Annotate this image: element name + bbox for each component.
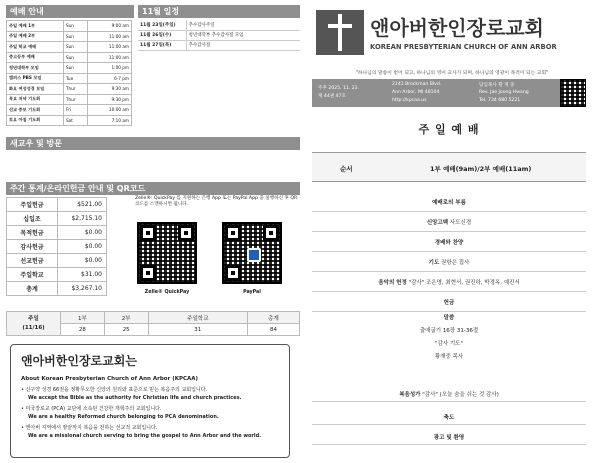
announcements-row bbox=[312, 429, 586, 445]
about-subtitle: About Korean Presbyterian Church of Ann Arbor (KPCAA) bbox=[21, 376, 199, 382]
attendance-table bbox=[6, 311, 300, 336]
worship-time: 9:00 am bbox=[88, 21, 132, 32]
offering-row bbox=[7, 240, 107, 254]
website-link[interactable]: http://kpcaa.us bbox=[392, 98, 427, 103]
paypal-qr-label: PayPal bbox=[243, 290, 261, 295]
worship-name: 주일 예배 1부 bbox=[7, 21, 64, 32]
offering-name: 목적헌금 bbox=[7, 226, 58, 240]
events-header bbox=[138, 5, 300, 18]
attendance-header: 주일학교 bbox=[148, 312, 247, 324]
worship-schedule-row bbox=[7, 21, 132, 32]
worship-schedule-row bbox=[7, 94, 132, 105]
service-item bbox=[312, 212, 586, 232]
worship-schedule-row bbox=[7, 42, 132, 53]
service-item bbox=[312, 252, 586, 272]
worship-time: 9:30 pm bbox=[88, 94, 132, 105]
offering-name: 주일헌금 bbox=[7, 198, 58, 212]
about-item-ko: • 미국장로교 (PCA) 교단에 소속된 건강한 개혁주의 교회입니다. bbox=[21, 406, 162, 412]
events-title: 11월 일정 bbox=[142, 7, 180, 16]
attendance-value: 25 bbox=[104, 324, 148, 336]
offering-value: $0.00 bbox=[58, 254, 107, 268]
closing-hymn-row bbox=[312, 386, 586, 402]
event-date: 11월 26일(수) bbox=[138, 30, 186, 40]
worship-day: Sun bbox=[64, 52, 88, 63]
worship-time: 9:30 am bbox=[88, 84, 132, 95]
service-item bbox=[312, 232, 586, 252]
about-box bbox=[10, 344, 290, 458]
worship-day: Sun bbox=[64, 21, 88, 32]
church-logo-icon bbox=[316, 10, 364, 55]
offering-value: $3,267.10 bbox=[58, 282, 107, 296]
newcomers-header bbox=[6, 137, 300, 150]
attendance-value: 28 bbox=[61, 324, 105, 336]
attendance-header: 2부 bbox=[104, 312, 148, 324]
service-item-label: 음악의 헌정 bbox=[378, 279, 407, 286]
worship-schedule-header bbox=[6, 5, 134, 18]
event-desc: 추수감사주일 bbox=[186, 20, 300, 30]
worship-schedule-row bbox=[7, 63, 132, 74]
about-item-en: We accept the Bible as the authority for Christian life and church practices. bbox=[28, 395, 242, 401]
offering-value: $2,715.10 bbox=[58, 212, 107, 226]
worship-day: Sun bbox=[64, 63, 88, 74]
service-item-label: 신앙고백 bbox=[426, 219, 449, 226]
event-date: 11월 23일(주일) bbox=[138, 20, 186, 30]
paypal-logo-icon bbox=[247, 248, 261, 262]
offering-row bbox=[7, 212, 107, 226]
offering-table bbox=[6, 197, 107, 296]
offering-row bbox=[7, 226, 107, 240]
paypal-qr-code[interactable] bbox=[222, 222, 282, 284]
worship-time: 6-7 pm bbox=[88, 73, 132, 84]
worship-time: 11:00 am bbox=[88, 52, 132, 63]
service-order-row bbox=[312, 152, 586, 182]
worship-schedule-row bbox=[7, 73, 132, 84]
online-offering-note: Zelle®: QuickPay 를 지원하는 은행 App 또는 PayPal App 을 실행하신 후 QR 코드를 스캔하시면 됩니다. bbox=[135, 196, 298, 207]
about-item-en: We are a missional church serving to bring the gospel to Ann Arbor and the world. bbox=[28, 433, 262, 439]
offering-name: 선교헌금 bbox=[7, 254, 58, 268]
about-list bbox=[21, 386, 279, 440]
info-bar bbox=[312, 79, 586, 107]
benediction-row bbox=[312, 409, 586, 425]
worship-name: 목요 저녁 기도회 bbox=[7, 94, 64, 105]
service-items bbox=[312, 192, 586, 312]
worship-time: 7:10 am bbox=[88, 115, 132, 126]
offering-header bbox=[6, 182, 300, 195]
service-item-detail: "감사" 조은영, 최현서, 권진하, 박경옥, 예진서 bbox=[408, 279, 520, 286]
sermon-block bbox=[312, 312, 586, 364]
sermon-title: "감사 기도" bbox=[434, 341, 464, 347]
worship-time: 10:00 am bbox=[88, 105, 132, 116]
pastor-name-en: Rev. Jae Joong Hwang bbox=[479, 90, 529, 95]
worship-schedule-title: 예배 안내 bbox=[10, 7, 44, 16]
church-name: 앤아버한인장로교회 bbox=[370, 16, 544, 40]
about-item-en: We are a healthy Reformed church belonging to PCA denomination. bbox=[28, 414, 219, 420]
event-row bbox=[138, 40, 300, 50]
service-item-label: 헌금 bbox=[443, 299, 455, 306]
sermon-speaker: 황재중 목사 bbox=[434, 354, 464, 360]
worship-day: Fri bbox=[64, 105, 88, 116]
service-item-label: 예배로의 부름 bbox=[432, 199, 466, 206]
service-item-label: 경배와 찬양 bbox=[434, 239, 464, 246]
address-line1: 2141 Brockman Blvd. bbox=[392, 82, 442, 87]
phone-number: Tel. 734 680 5221 bbox=[479, 98, 521, 103]
events-table bbox=[138, 20, 300, 51]
worship-name: 주일 학교 예배 bbox=[7, 42, 64, 53]
worship-day: Thur bbox=[64, 94, 88, 105]
offering-name: 주일학교 bbox=[7, 268, 58, 282]
service-item-detail: 권항은 집사 bbox=[441, 259, 470, 266]
service-item bbox=[312, 292, 586, 312]
offering-value: $0.00 bbox=[58, 240, 107, 254]
pastor-name: 담임목사 황 재 중 bbox=[479, 83, 515, 88]
sermon-reference: 출애굽기 16장 31-36절 bbox=[419, 328, 479, 334]
attendance-header: 총계 bbox=[248, 312, 300, 324]
service-item bbox=[312, 272, 586, 292]
offering-value: $521.00 bbox=[58, 198, 107, 212]
sermon-label: 말씀 bbox=[443, 315, 455, 321]
attendance-date: (11/16) bbox=[22, 324, 45, 331]
worship-time: 11:00 am bbox=[88, 42, 132, 53]
offering-value: $0.00 bbox=[58, 226, 107, 240]
about-item-ko: • 신구약 성경 66권을 정확무오한 신앙의 원리와 표준으로 믿는 복음주의 교회입니다. bbox=[21, 387, 208, 393]
zelle-qr-label: Zelle® QuickPay bbox=[144, 290, 190, 295]
order-value: 1부 예배(9am)/2부 예배(11am) bbox=[430, 165, 532, 173]
announcements-label: 광고 및 환영 bbox=[433, 434, 465, 441]
worship-name: 중고등부 예배 bbox=[7, 52, 64, 63]
bulletin-volume: 제 44권 47호 bbox=[318, 94, 346, 99]
offering-row bbox=[7, 268, 107, 282]
bulletin-date: 주후 2025. 11. 23. bbox=[318, 86, 360, 91]
event-desc: 청년대학부 추수감사절 모임 bbox=[186, 30, 300, 40]
worship-schedule-row bbox=[7, 31, 132, 42]
service-item bbox=[312, 192, 586, 212]
service-title: 주 일 예 배 bbox=[418, 123, 480, 136]
order-label: 순서 bbox=[340, 165, 353, 173]
offering-row bbox=[7, 282, 107, 296]
event-date: 11월 27일(목) bbox=[138, 40, 186, 50]
worship-day: Sun bbox=[64, 31, 88, 42]
service-item-detail: 사도신경 bbox=[449, 219, 472, 226]
worship-schedule-table bbox=[6, 20, 132, 126]
worship-day: Sun bbox=[64, 42, 88, 53]
zelle-qr-code[interactable] bbox=[137, 222, 197, 284]
worship-name: 화요 여성성경 모임 bbox=[7, 84, 64, 95]
address-line2: Ann Arbor, MI 48104 bbox=[392, 90, 440, 95]
about-item-ko: • 앤아버 지역에서 땅끝까지 복음을 전하는 선교적 교회입니다. bbox=[21, 425, 158, 431]
worship-schedule-row bbox=[7, 84, 132, 95]
event-row bbox=[138, 20, 300, 30]
event-desc: 추수감사절 bbox=[186, 40, 300, 50]
closing-hymn-label: 복음성가 bbox=[399, 391, 421, 398]
newcomers-title: 새교우 및 방문 bbox=[10, 139, 62, 148]
closing-hymn-detail: "감사" (오늘 숨을 쉬는 것 감사) bbox=[422, 391, 499, 398]
church-motto: "하나님의 말씀이 벋어 되고, 하나님의 영이 교사가 되며, 하나님의 영광이 목적이 되는 교회" bbox=[355, 71, 549, 76]
worship-day: Thur bbox=[64, 84, 88, 95]
offering-value: $31.00 bbox=[58, 268, 107, 282]
offering-row bbox=[7, 198, 107, 212]
offering-name: 감사헌금 bbox=[7, 240, 58, 254]
offering-name: 십일조 bbox=[7, 212, 58, 226]
worship-schedule-row bbox=[7, 52, 132, 63]
about-title: 앤아버한인장로교회는 bbox=[21, 354, 137, 368]
attendance-value: 84 bbox=[248, 324, 300, 336]
worship-time: 11:00 am bbox=[88, 31, 132, 42]
worship-day: Tue bbox=[64, 73, 88, 84]
worship-time: 1:00 pm bbox=[88, 63, 132, 74]
worship-name: 청년대학부 모임 bbox=[7, 63, 64, 74]
worship-name: 토요 아침 기도회 bbox=[7, 115, 64, 126]
offering-name: 총계 bbox=[7, 282, 58, 296]
benediction-label: 축도 bbox=[443, 414, 455, 421]
worship-name: 주일 예배 2부 bbox=[7, 31, 64, 42]
website-qr-code[interactable] bbox=[560, 79, 586, 107]
service-item-label: 기도 bbox=[428, 259, 440, 266]
worship-schedule-row bbox=[7, 105, 132, 116]
attendance-value: 31 bbox=[148, 324, 247, 336]
worship-name: 캠퍼스 PBS 모임 bbox=[7, 73, 64, 84]
offering-row bbox=[7, 254, 107, 268]
church-name-en: KOREAN PRESBYTERIAN CHURCH OF ANN ARBOR bbox=[370, 43, 557, 51]
event-row bbox=[138, 30, 300, 40]
attendance-label: 주일 bbox=[28, 315, 39, 322]
worship-schedule-row bbox=[7, 115, 132, 126]
attendance-header: 1부 bbox=[61, 312, 105, 324]
worship-name: 선교 중보 기도회 bbox=[7, 105, 64, 116]
offering-section-title: 주간 통계/온라인헌금 안내 및 QR코드 bbox=[10, 184, 146, 193]
worship-day: Sat bbox=[64, 115, 88, 126]
